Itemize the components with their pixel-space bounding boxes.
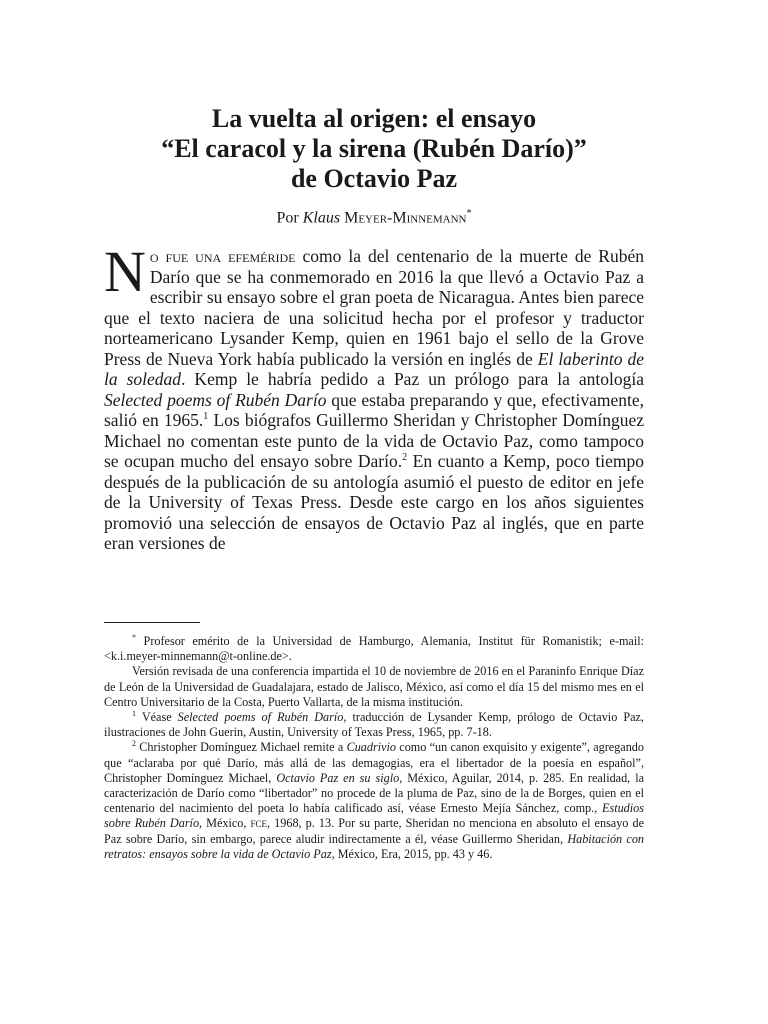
book-title: Cuadrivio [346, 740, 396, 755]
book-title: Estudios sobre Rubén Darío [104, 801, 644, 831]
footnote-text: Profesor emérito de la Universidad de Hamburgo, Alemania, Institut für Romanistik; e-mail: <k.i.meyer-minnemann@t-online.de>. [104, 634, 644, 664]
footnote-mark: * [132, 632, 136, 642]
footnote-text: Véase [136, 710, 178, 725]
footnote-divider [104, 622, 200, 623]
footnote-author [104, 634, 644, 664]
footnote-mark: 2 [132, 739, 136, 749]
footnote-text: , México, Era, 2015, pp. 43 y 46. [331, 846, 493, 861]
book-title: Selected poems of Rubén Darío [177, 710, 344, 725]
footnote-text: Christopher Domínguez Michael remite a [136, 740, 347, 755]
document-page [104, 0, 644, 1024]
footnote-ref[interactable]: 1 [203, 411, 209, 423]
author-footnote-mark: * [466, 208, 472, 219]
lead-in: o fue una efeméride [149, 246, 296, 266]
body-text [104, 239, 645, 554]
footnotes [104, 634, 644, 862]
title-line-1: La vuelta al origen: el ensayo [211, 104, 537, 133]
footnote-text: , México, [199, 816, 251, 831]
footnote-text: Versión revisada de una conferencia impartida el 10 de noviembre de 2016 en el Paraninfo Enrique Díaz de León de la Universidad de Guadalajara, estado de Jalisco, México, así como el día 15 del mismo mes en el Centro Universitario de la Costa, Puerto Vallarta, de la misma institución. [104, 664, 644, 709]
drop-cap: N [104, 239, 146, 304]
book-title: Habitación con retratos: ensayos sobre la vida de Octavio Paz [104, 831, 645, 861]
byline-por: Por [276, 209, 299, 227]
author-last-name: Meyer-Minnemann [344, 209, 467, 227]
publisher-abbr: fce [250, 816, 268, 831]
body-segment: . Kemp le habría pedido a Paz un prólogo para la antología [181, 369, 644, 389]
book-title: Octavio Paz en su siglo [276, 770, 400, 785]
article-title [104, 104, 644, 194]
footnote-mark: 1 [132, 708, 136, 718]
footnote-2 [104, 740, 644, 862]
footnote-ref[interactable]: 2 [402, 452, 408, 464]
footnote-1 [104, 710, 644, 740]
paragraph [104, 239, 645, 554]
title-line-2: “El caracol y la sirena (Rubén Darío)” [161, 134, 587, 163]
footnote-text: como “un canon exquisito y exigente”, agregando que “aclaraba por qué Darío, más allá de las demagogias, era el libertador de la poesía en español”, Christopher Domínguez Michael, [104, 740, 644, 785]
body-segment: En cuanto a Kemp, poco tiempo después de la publicación de su antología asumió el puesto de editor en jefe de la University of Texas Press. Desde este cargo en los años siguientes promovió una selección de ensayos de Octavio Paz al inglés, que en parte eran versiones de [104, 451, 644, 553]
title-line-3: de Octavio Paz [290, 164, 458, 193]
body-segment: Los biógrafos Guillermo Sheridan y Christopher Domínguez Michael no comentan este punto de la vida de Octavio Paz, como tampoco se ocupan mucho del ensayo sobre Darío. [104, 410, 644, 471]
footnote-revision [104, 664, 644, 710]
body-segment: como la del centenario de la muerte de Rubén Darío que se ha conmemorado en 2016 la que llevó a Octavio Paz a escribir su ensayo sobre el gran poeta de Nicaragua. Antes bien parece que el texto naciera de una solicitud hecha por el profesor y traductor norteamericano Lysander Kemp, quien en 1961 bajo el sello de la Grove Press de Nueva York había publicado la versión en inglés de [104, 246, 645, 369]
book-title: El laberinto de la soledad [104, 348, 645, 389]
author-first-name: Klaus [302, 209, 341, 227]
body-segment: que estaba preparando y que, efectivamente, salió en 1965. [104, 389, 644, 430]
book-title: Selected poems of Rubén Darío [104, 389, 327, 410]
footnote-text: , México, Aguilar, 2014, p. 285. En realidad, la caracterización de Darío como “libertador” no procede de la pluma de Paz, sino de la de Borges, quien en el centenario del nacimiento del poeta lo había calificado así, véase Ernesto Mejía Sánchez, comp., [104, 770, 645, 816]
byline [104, 208, 644, 227]
footnote-text: , traducción de Lysander Kemp, prólogo de Octavio Paz, ilustraciones de John Guerin, Austin, University of Texas Press, 1965, pp. 7-18. [104, 710, 644, 740]
footnote-text: , 1968, p. 13. Por su parte, Sheridan no menciona en absoluto el ensayo de Paz sobre Darío, sin embargo, parece aludir indirectamente a él, véase Guillermo Sheridan, [104, 816, 644, 846]
